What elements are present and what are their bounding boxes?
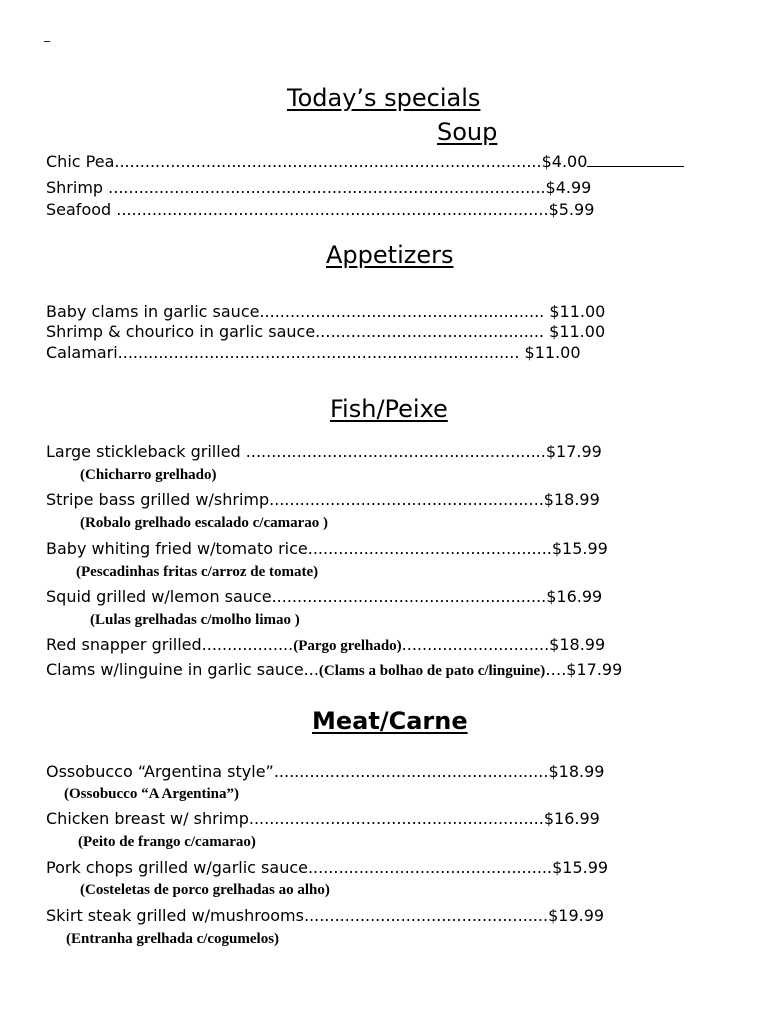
fish-item-price: .............................$18.99: [401, 635, 606, 654]
fish-item-clams: [46, 660, 622, 680]
soup-item-shrimp: Shrimp ......................................................................................$4.99: [46, 178, 592, 197]
appetizer-item: Calamari............................................................................... $11.00: [46, 343, 581, 362]
fish-item-translation: (Clams a bolhao de pato c/linguine): [318, 663, 546, 679]
fish-item: Stripe bass grilled w/shrimp......................................................$18.99: [46, 490, 600, 509]
soup-heading: Soup: [437, 118, 498, 146]
fish-item-price: ….$17.99: [545, 660, 623, 679]
meat-item: Skirt steak grilled w/mushrooms................................................$19.99: [46, 906, 605, 925]
fish-item: Large stickleback grilled ...........................................................$17.99: [46, 442, 602, 461]
soup-item-chic-pea: [46, 152, 684, 171]
fish-item-text: Red snapper grilled..................: [46, 635, 294, 654]
fish-item: Squid grilled w/lemon sauce......................................................$16.99: [46, 587, 603, 606]
page-title: Today’s specials: [287, 84, 481, 112]
soup-item-text: Chic Pea....................................................................................$4.00: [46, 152, 588, 171]
blank-underline: [587, 152, 684, 167]
appetizer-item: Baby clams in garlic sauce........................................................ $11.00: [46, 302, 606, 321]
fish-item-translation: (Pescadinhas fritas c/arroz de tomate): [76, 564, 319, 580]
meat-item-translation: (Ossobucco “A Argentina”): [64, 786, 240, 802]
fish-item-translation: (Pargo grelhado): [293, 638, 402, 654]
meat-item-translation: (Costeletas de porco grelhadas ao alho): [80, 882, 330, 898]
meat-heading: Meat/Carne: [312, 707, 468, 735]
meat-item-translation: (Entranha grelhada c/cogumelos): [66, 931, 280, 947]
fish-heading: Fish/Peixe: [330, 395, 448, 423]
fish-item-translation: (Robalo grelhado escalado c/camarao ): [80, 515, 329, 531]
meat-item-translation: (Peito de frango c/camarao): [78, 834, 256, 850]
appetizers-heading: Appetizers: [326, 241, 454, 269]
fish-item-text: Clams w/linguine in garlic sauce...: [46, 660, 319, 679]
fish-item-red-snapper: [46, 635, 605, 655]
fish-item-translation: (Chicharro grelhado): [80, 467, 217, 483]
meat-item: Chicken breast w/ shrimp..........................................................$16.99: [46, 809, 600, 828]
soup-item-seafood: Seafood .....................................................................................$5.99: [46, 200, 595, 219]
meat-item: Pork chops grilled w/garlic sauce................................................$15.99: [46, 858, 609, 877]
fish-item-translation: (Lulas grelhadas c/molho limao ): [90, 612, 300, 628]
corner-mark: _: [44, 28, 50, 42]
appetizer-item: Shrimp & chourico in garlic sauce............................................. $11.00: [46, 322, 606, 341]
fish-item: Baby whiting fried w/tomato rice................................................$15.99: [46, 539, 608, 558]
meat-item: Ossobucco “Argentina style”......................................................$18.99: [46, 762, 605, 781]
